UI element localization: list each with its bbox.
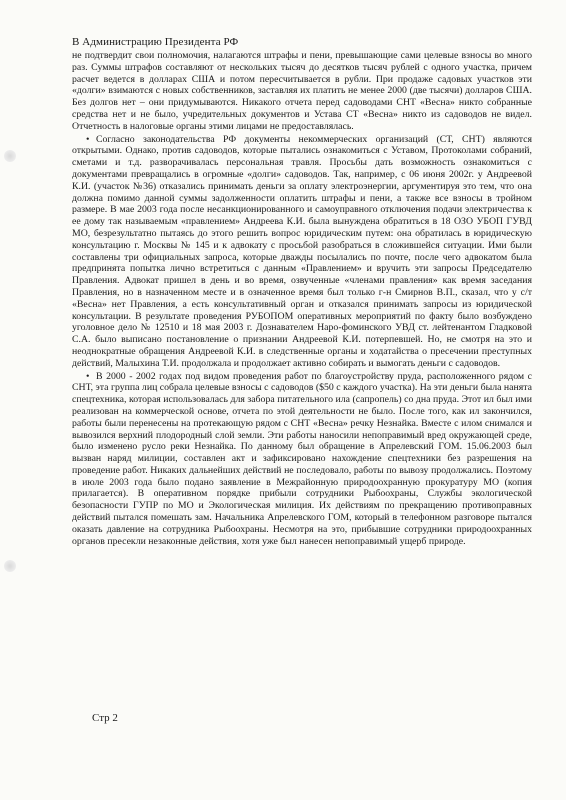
document-body — [72, 50, 532, 548]
paragraph-3-text: В 2000 - 2002 годах под видом проведения работ по благоустройству пруда, расположенного рядом с СНТ, эта группа лиц собрала целевые взносы с садоводов ($50 с каждого участка). На эти деньги была нанята спецтехника, которая использовалась для забора питательного ила (сапропель) со дна пруда. Этот ил был ими реализован на коммерческой основе, отчета по этой деятельности не было. После того, как ил закончился, работы были перенесены на протекающую рядом с СНТ «Весна» речку Незнайка. Вместе с илом снимался и вывозился верхний плодородный слой земли. Эти работы наносили непоправимый вред окружающей среде, было изменено русло реки Незнайка. По данному был обращение в Апрелевский ГОМ. 15.06.2003 был вызван наряд милиции, составлен акт и зафиксировано нахождение спецтехники без разрешения на проведение работ. Никаких дальнейших действий не последовало, работы по вывозу продолжались. Поэтому в июле 2003 года было подано заявление в Межрайонную природоохранную прокуратуру МО (копия прилагается). В оперативном порядке прибыли сотрудники Рыбоохраны, Службы экологической безопасности ГУПР по МО и Экологическая милиция. Их действиям по прекращению противоправных действий пытался помешать зам. Начальника Апрелевского ГОМ, который в телефонном разговоре пытался оказать давление на сотрудника Рыбоохраны. Несмотря на это, прибывшие сотрудники природоохранных органов пресекли незаконные действия, хотя уже был нанесен непоправимый ущерб природе. — [72, 370, 532, 547]
document-header: В Администрацию Президента РФ — [72, 36, 239, 48]
paragraph-2-text: Согласно законодательства РФ документы некоммерческих организаций (СТ, СНТ) являются открытыми. Однако, против садоводов, которые пытались ознакомиться с Уставом, Протоколами собраний, сметами и т.д. разворачивалась персональная травля. Просьбы дать возможность ознакомиться с документами превращались в огромные «долги» садоводов. Так, например, с 06 июня 2002г. у Андреевой К.И. (участок №36) отказались принимать деньги за оплату электроэнергии, аргументируя это тем, что она должна помимо данной суммы задолженности оплатить штрафы и пени, а также все взносы в тройном размере. В мае 2003 года после несанкционированного и самоуправного отключения подачи электричества к ее дому так называемым «правлением» Андреева К.И. была вынуждена обратиться в 18 ОЗО УБОП ГУВД МО, безрезультатно пытаясь до этого решить вопрос юридическим путем: она обратилась в юридическую консультацию г. Москвы № 145 и к адвокату с просьбой разобраться в сложившейся ситуации. Ими были составлены три официальных запроса, которые дважды посылались по почте, после чего адвокатом была предпринята попытка лично встретиться с данным «Правлением» и вручить эти запросы Председателю Правления. Адвокат пришел в день и во время, озвученные «членами правления» как время заседания Правления, но в назначенном месте и в означенное время был только г-н Смирнов В.П., сказал, что у с/т «Весна» нет Правления, а есть консультативный орган и отказался принимать запросы из юридической консультации. В результате проведения РУБОПОМ оперативных мероприятий по факту было возбуждено уголовное дело № 12510 и 18 мая 2003 г. Дознавателем Наро-фоминского УВД ст. лейтенантом Гладковой С.А. было выписано постановление о признании Андреевой К.И. потерпевшей. Но, не смотря на это и неоднократные обращения Андреевой К.И. в следственные органы и ходатайства о пресечении преступных действий, Малыхина Т.И. продолжала и продолжает активно собирать и вымогать деньги с садоводов. — [72, 133, 532, 369]
paragraph-3 — [72, 371, 532, 548]
punch-hole-top — [4, 150, 16, 162]
punch-hole-bottom — [4, 560, 16, 572]
paragraph-1: не подтвердит свои полномочия, налагаются штрафы и пени, превышающие сами целевые взносы во много раз. Суммы штрафов составляют от нескольких тысяч до десятков тысяч рублей с одного участка, причем расчет ведется в долларах США и потом пересчитывается в рубли. При продаже садовых участков эти «долги» взимаются с новых собственников, заставляя их платить не менее 2000 (две тысячи) долларов США. Без долгов нет – они придумываются. Никакого отчета перед садоводами СНТ «Весна» никто собранные средства нет и не было, учредительных документов и Устава СТ «Весна» никто из садоводов не видел. Отчетность в налоговые органы этими лицами не предоставлялась. — [72, 50, 532, 132]
paragraph-2 — [72, 134, 532, 370]
bullet-icon: • — [86, 370, 90, 382]
page-number: Стр 2 — [92, 712, 118, 724]
bullet-icon: • — [86, 133, 90, 145]
